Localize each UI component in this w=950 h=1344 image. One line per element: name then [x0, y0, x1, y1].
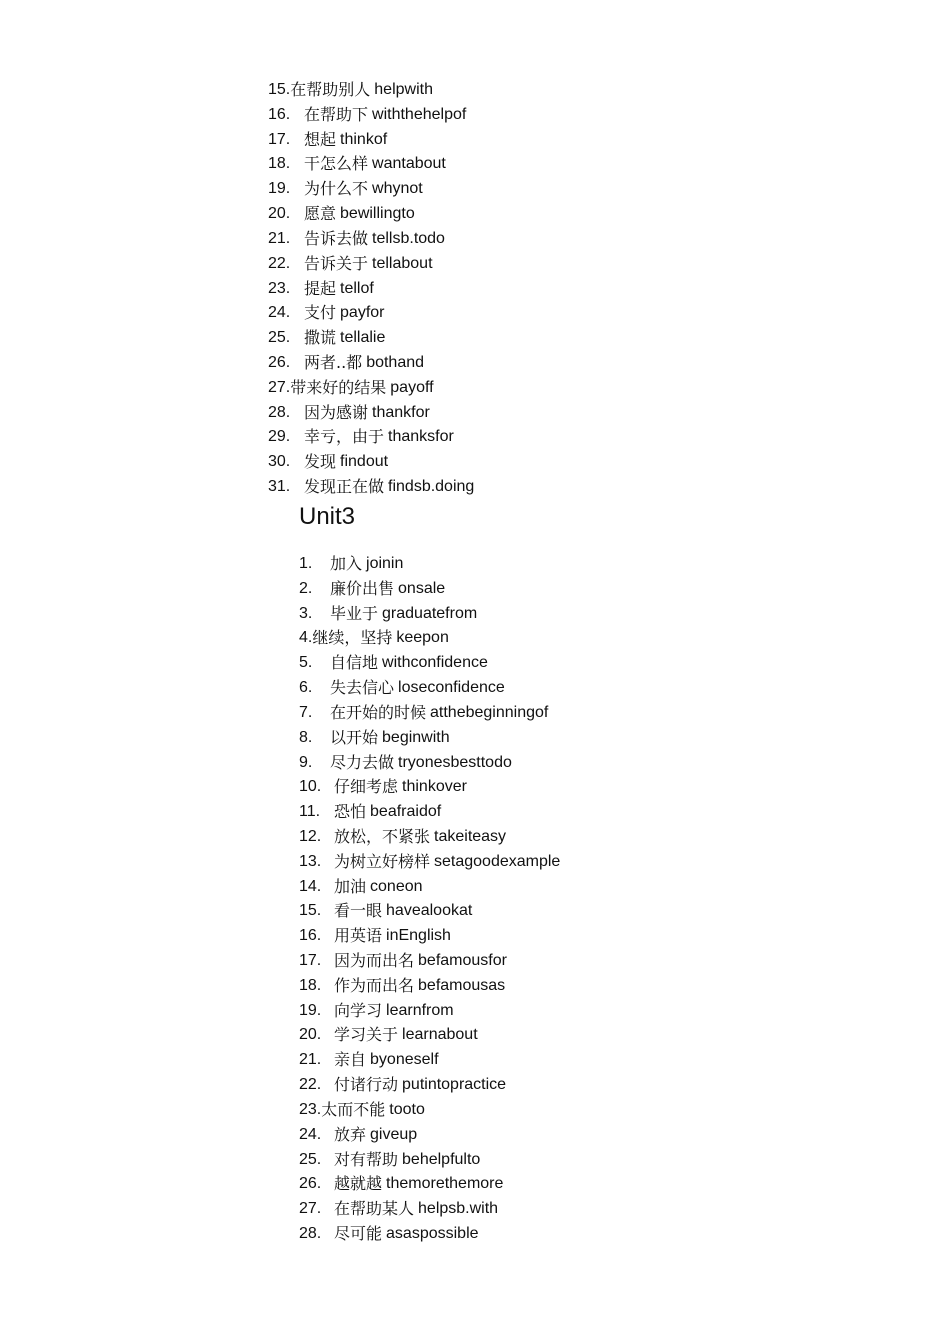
list-item	[299, 850, 560, 875]
chinese-meaning: 毕业于	[330, 603, 379, 623]
chinese-meaning: 用英语	[334, 926, 383, 946]
item-number: 29.	[268, 428, 291, 446]
list-item	[268, 301, 474, 326]
english-phrase: graduatefrom	[382, 604, 478, 622]
chinese-meaning: 干怎么样	[304, 154, 369, 174]
english-phrase: tryonesbesttodo	[398, 753, 512, 771]
english-phrase: thankfor	[372, 403, 430, 421]
item-number: 3.	[299, 604, 313, 622]
list-item	[299, 800, 560, 825]
chinese-meaning: 太而不能	[321, 1099, 386, 1119]
chinese-meaning: 加油	[334, 876, 367, 896]
list-item	[299, 602, 560, 627]
english-phrase: thinkover	[402, 778, 467, 796]
unit-heading: Unit3	[299, 503, 356, 530]
item-number: 4.	[299, 629, 313, 647]
item-number: 16.	[268, 105, 291, 123]
list-item	[268, 252, 474, 277]
chinese-meaning: 在帮助下	[304, 104, 369, 124]
english-phrase: keepon	[396, 629, 449, 647]
english-phrase: coneon	[370, 877, 423, 895]
item-number: 16.	[299, 927, 322, 945]
chinese-meaning: 亲自	[334, 1050, 367, 1070]
english-phrase: beginwith	[382, 728, 450, 746]
english-phrase: setagoodexample	[434, 852, 561, 870]
item-number: 22.	[299, 1076, 322, 1094]
list-item	[299, 726, 560, 751]
item-number: 22.	[268, 254, 291, 272]
item-number: 27.	[299, 1200, 322, 1218]
list-item	[299, 825, 560, 850]
chinese-meaning: 发现正在做	[304, 477, 385, 496]
chinese-meaning: 加入	[330, 554, 363, 573]
list-item	[299, 626, 560, 651]
english-phrase: withconfidence	[382, 654, 488, 672]
list-item	[299, 1148, 560, 1173]
list-item	[268, 128, 474, 153]
chinese-meaning: 付诸行动	[334, 1075, 399, 1095]
english-phrase: tellalie	[340, 329, 386, 347]
chinese-meaning: 带来好的结果	[290, 377, 387, 397]
item-number: 23.	[268, 279, 291, 297]
list-item	[299, 949, 560, 974]
list-item	[299, 1048, 560, 1073]
english-phrase: whynot	[372, 180, 423, 198]
chinese-meaning: 以开始	[330, 727, 379, 747]
item-number: 14.	[299, 877, 322, 895]
chinese-meaning: 放弃	[334, 1124, 367, 1144]
english-phrase: giveup	[370, 1125, 418, 1143]
chinese-meaning: 尽可能	[334, 1223, 383, 1243]
english-phrase: befamousfor	[418, 952, 507, 969]
item-number: 26.	[268, 353, 291, 371]
chinese-meaning: 自信地	[330, 653, 379, 673]
list-item	[268, 475, 474, 500]
item-number: 27.	[268, 378, 291, 396]
english-phrase: helpwith	[374, 81, 433, 98]
english-phrase: bewillingto	[340, 205, 415, 223]
english-phrase: inEnglish	[386, 927, 451, 945]
list-item	[299, 775, 560, 800]
item-number: 24.	[268, 304, 291, 322]
list-item	[299, 999, 560, 1024]
item-number: 26.	[299, 1175, 322, 1193]
list-item	[268, 227, 474, 252]
item-number: 5.	[299, 654, 313, 672]
chinese-meaning: 告诉关于	[304, 253, 369, 273]
chinese-meaning: 因为感谢	[304, 402, 369, 422]
english-phrase: byoneself	[370, 1051, 439, 1069]
chinese-meaning: 发现	[304, 452, 337, 472]
item-number: 25.	[268, 329, 291, 347]
english-phrase: tooto	[389, 1100, 425, 1118]
english-phrase: bothand	[366, 353, 425, 371]
item-number: 25.	[299, 1150, 322, 1168]
english-phrase: payoff	[390, 378, 434, 396]
english-phrase: beafraidof	[370, 803, 442, 821]
item-number: 15.	[268, 81, 291, 98]
chinese-meaning: 支付	[304, 303, 337, 323]
chinese-meaning: 失去信心	[330, 678, 395, 698]
chinese-meaning: 继续，坚持	[312, 628, 393, 648]
english-phrase: findout	[340, 453, 389, 471]
english-phrase: behelpfulto	[402, 1150, 481, 1168]
list-item	[299, 1073, 560, 1098]
chinese-meaning: 告诉去做	[304, 228, 369, 248]
english-phrase: befamousas	[418, 976, 506, 994]
item-number: 15.	[299, 902, 322, 920]
chinese-meaning: 为什么不	[304, 179, 369, 199]
english-phrase: putintopractice	[402, 1076, 507, 1094]
item-number: 19.	[268, 180, 291, 198]
list-item	[268, 152, 474, 177]
item-number: 17.	[299, 952, 322, 969]
item-number: 21.	[268, 229, 291, 247]
english-phrase: onsale	[398, 579, 446, 597]
list-item	[299, 577, 560, 602]
list-item	[299, 1197, 560, 1222]
chinese-meaning: 在开始的时候	[330, 702, 427, 722]
item-number: 8.	[299, 728, 313, 746]
english-phrase: joinin	[366, 555, 404, 572]
list-item	[268, 177, 474, 202]
item-number: 30.	[268, 453, 291, 471]
english-phrase: tellsb.todo	[372, 229, 445, 247]
item-number: 7.	[299, 703, 313, 721]
list-item	[268, 450, 474, 475]
list-item	[299, 1098, 560, 1123]
item-number: 17.	[268, 130, 291, 148]
item-number: 31.	[268, 478, 291, 495]
item-number: 20.	[299, 1026, 322, 1044]
item-number: 19.	[299, 1001, 322, 1019]
chinese-meaning: 放松，不紧张	[334, 826, 431, 846]
chinese-meaning: 撒谎	[304, 328, 337, 348]
chinese-meaning: 在帮助别人	[290, 80, 371, 99]
item-number: 23.	[299, 1100, 322, 1118]
english-phrase: payfor	[340, 304, 385, 322]
item-number: 6.	[299, 679, 313, 697]
item-number: 18.	[268, 155, 291, 173]
chinese-meaning: 幸亏，由于	[304, 427, 385, 447]
item-number: 10.	[299, 778, 322, 796]
english-phrase: asaspossible	[386, 1224, 479, 1242]
item-number: 18.	[299, 976, 322, 994]
english-phrase: learnfrom	[386, 1001, 454, 1019]
english-phrase: loseconfidence	[398, 679, 505, 697]
list-item	[299, 1172, 560, 1197]
english-phrase: thinkof	[340, 130, 388, 148]
chinese-meaning: 在帮助某人	[334, 1199, 415, 1219]
item-number: 1.	[299, 555, 313, 572]
item-number: 2.	[299, 579, 313, 597]
item-number: 11.	[299, 803, 321, 821]
list-item	[299, 651, 560, 676]
list-item	[268, 401, 474, 426]
english-phrase: atthebeginningof	[430, 703, 549, 721]
list-item	[299, 1123, 560, 1148]
english-phrase: withthehelpof	[372, 105, 467, 123]
list-item	[299, 1222, 560, 1247]
english-phrase: wantabout	[372, 155, 446, 173]
english-phrase: thanksfor	[388, 428, 454, 446]
chinese-meaning: 想起	[304, 129, 337, 149]
english-phrase: learnabout	[402, 1026, 478, 1044]
chinese-meaning: 作为而出名	[334, 975, 415, 995]
list-item	[299, 552, 560, 577]
chinese-meaning: 仔细考虑	[334, 777, 399, 797]
item-number: 24.	[299, 1125, 322, 1143]
chinese-meaning: 提起	[304, 278, 337, 298]
item-number: 9.	[299, 753, 313, 771]
english-phrase: takeiteasy	[434, 827, 507, 845]
english-phrase: findsb.doing	[388, 478, 475, 495]
item-number: 12.	[299, 827, 322, 845]
list-item	[268, 326, 474, 351]
list-item	[299, 924, 560, 949]
list-item	[299, 676, 560, 701]
list-item	[299, 701, 560, 726]
item-number: 20.	[268, 205, 291, 223]
chinese-meaning: 对有帮助	[334, 1149, 399, 1169]
chinese-meaning: 越就越	[334, 1174, 383, 1194]
list-item	[268, 103, 474, 128]
item-number: 28.	[299, 1224, 322, 1242]
list-item	[299, 875, 560, 900]
phrase-list-unit3	[299, 552, 560, 1247]
phrase-list-previous-unit	[268, 78, 474, 500]
chinese-meaning: 恐怕	[334, 802, 367, 822]
item-number: 21.	[299, 1051, 322, 1069]
item-number: 13.	[299, 852, 322, 870]
list-item	[268, 351, 474, 376]
list-item	[299, 974, 560, 999]
list-item	[268, 78, 474, 103]
item-number: 28.	[268, 403, 291, 421]
chinese-meaning: 向学习	[334, 1000, 383, 1020]
list-item	[268, 425, 474, 450]
english-phrase: themorethemore	[386, 1175, 504, 1193]
english-phrase: tellof	[340, 279, 374, 297]
list-item	[268, 202, 474, 227]
list-item	[299, 751, 560, 776]
list-item	[299, 1023, 560, 1048]
chinese-meaning: 廉价出售	[330, 578, 395, 598]
chinese-meaning: 因为而出名	[334, 951, 415, 970]
list-item	[299, 899, 560, 924]
chinese-meaning: 为树立好榜样	[334, 851, 431, 871]
chinese-meaning: 看一眼	[334, 901, 383, 921]
english-phrase: havealookat	[386, 902, 473, 920]
list-item	[268, 277, 474, 302]
chinese-meaning: 尽力去做	[330, 752, 395, 772]
chinese-meaning: 愿意	[304, 204, 337, 224]
chinese-meaning: 两者..都	[304, 352, 363, 372]
list-item	[268, 376, 474, 401]
english-phrase: tellabout	[372, 254, 433, 272]
english-phrase: helpsb.with	[418, 1200, 499, 1218]
chinese-meaning: 学习关于	[334, 1025, 399, 1045]
